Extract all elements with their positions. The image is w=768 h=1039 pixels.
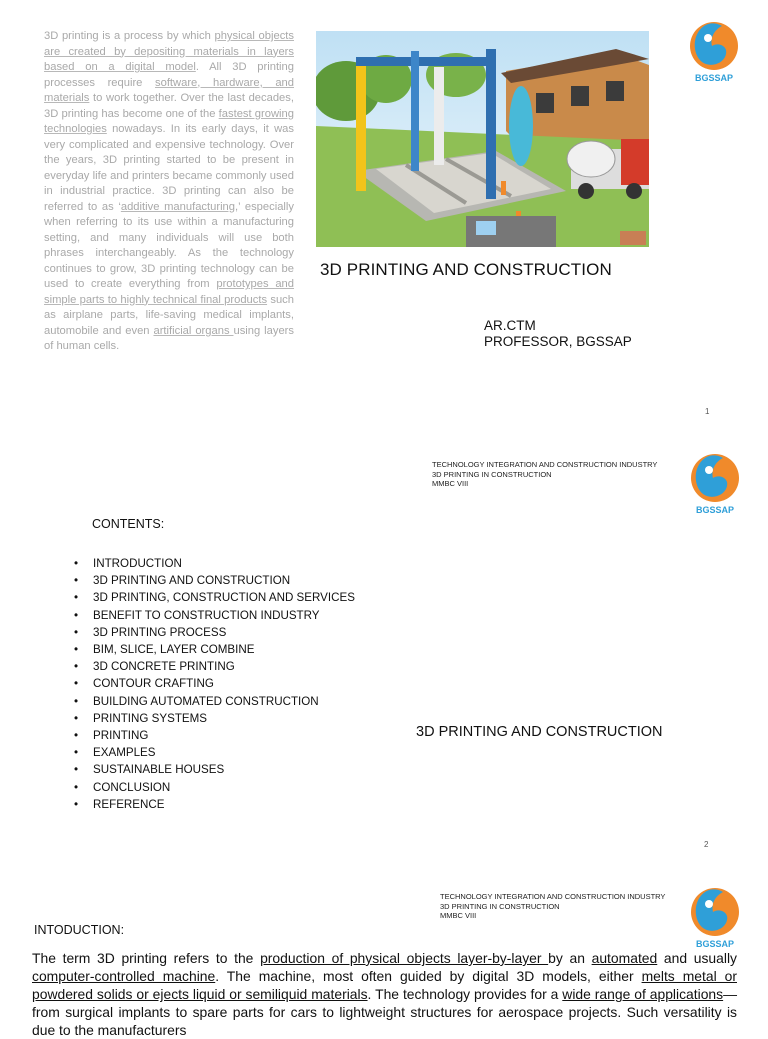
bgssap-logo [689,452,741,516]
underlined-phrase: prototypes and simple parts to highly technical final products [44,278,295,306]
contents-item: • 3D PRINTING, CONSTRUCTION AND SERVICES [74,589,355,606]
contents-item: • EXAMPLES [74,744,355,761]
text-run: The term 3D printing refers to the [32,950,261,966]
header-line-3: MMBC VIII [440,911,477,920]
header-line-1: TECHNOLOGY INTEGRATION AND CONSTRUCTION INDUSTRY [432,460,658,469]
contents-item: • INTRODUCTION [74,555,355,572]
contents-item: • BENEFIT TO CONSTRUCTION INDUSTRY [74,607,355,624]
contents-item: • SUSTAINABLE HOUSES [74,761,355,778]
author-role: PROFESSOR, BGSSAP [484,334,632,349]
text-run: . The machine, most often guided by digital 3D models, either [215,968,642,984]
logo-text: BGSSAP [694,73,734,83]
contents-item: • PRINTING [74,727,355,744]
slide1-title: 3D PRINTING AND CONSTRUCTION [320,260,612,279]
page-number-2: 2 [704,840,709,849]
text-run: ,’ especially when referring to its use within a manufacturing setting, and many individuals will use both phrases interchangeably. As the technology continues to grow, 3D printing technology can be used to create everything from [44,200,294,290]
contents-item: • BUILDING AUTOMATED CONSTRUCTION [74,693,355,710]
logo-text: BGSSAP [695,505,735,515]
bgssap-logo [688,20,740,84]
text-run: nowadays. In its early days, it was very complicated and expensive technology. Over the years, 3D printing started to be present in everyday life and printers became commonly used in industrial practice. 3D printing can also be referred to as ‘ [44,123,294,213]
contents-list [74,555,355,813]
introduction-heading: INTODUCTION: [34,923,125,937]
text-run: 3D printing is a process by which [44,30,215,42]
underlined-phrase: melts metal or powdered solids or ejects liquid or semiliquid materials [32,968,737,1002]
intro-faded-paragraph [44,29,294,355]
contents-heading: CONTENTS: [92,517,165,531]
author-block [484,318,632,350]
header-line-1: TECHNOLOGY INTEGRATION AND CONSTRUCTION INDUSTRY [440,892,666,901]
text-run: to work together. Over the last decades, 3D printing has become one of the [44,92,294,120]
underlined-phrase: wide range of applications [562,986,724,1002]
header-line-2: 3D PRINTING IN CONSTRUCTION [432,469,552,479]
text-run: using layers of human cells. [44,324,294,352]
construction-3d-printer-image [316,31,649,247]
contents-item: • REFERENCE [74,796,355,813]
text-run: and usually [657,950,738,966]
underlined-phrase: production of physical objects layer-by-layer [260,950,549,966]
contents-item: • CONCLUSION [74,779,355,796]
underlined-phrase: computer-controlled machine [32,968,216,984]
course-header-slide2 [432,460,657,489]
contents-item: • 3D PRINTING PROCESS [74,624,355,641]
text-run: such as airplane parts, life-saving medical implants, automobile and even [44,293,294,337]
header-line-2: 3D PRINTING IN CONSTRUCTION [440,901,560,911]
contents-item: • 3D PRINTING AND CONSTRUCTION [74,572,355,589]
underlined-phrase: artificial organs [153,324,234,337]
contents-item: • BIM, SLICE, LAYER COMBINE [74,641,355,658]
underlined-phrase: physical objects are created by depositing materials in layers based on a digital model [44,30,294,73]
contents-item: • PRINTING SYSTEMS [74,710,355,727]
text-run: . The technology provides for a [367,986,563,1002]
underlined-phrase: automated [591,950,658,966]
logo-text: BGSSAP [695,939,735,949]
course-header-slide3 [440,892,665,921]
text-run: by an [548,950,592,966]
underlined-phrase: additive manufacturing [120,200,235,213]
bgssap-logo [689,886,741,950]
contents-item: • CONTOUR CRAFTING [74,675,355,692]
author-name: AR.CTM [484,318,536,333]
text-run: . All 3D printing processes require [44,61,294,89]
header-line-3: MMBC VIII [432,479,469,488]
page-number-1: 1 [705,407,710,416]
contents-item: • 3D CONCRETE PRINTING [74,658,355,675]
underlined-phrase: fastest growing technologies [44,107,294,135]
introduction-body [32,949,737,1039]
underlined-phrase: software, hardware, and materials [44,76,294,104]
slide2-title: 3D PRINTING AND CONSTRUCTION [416,724,663,740]
text-run: —from surgical implants to spare parts for cars to lightweight structures for aerospace projects. Such versatility is due to the manufacturers [32,986,737,1038]
